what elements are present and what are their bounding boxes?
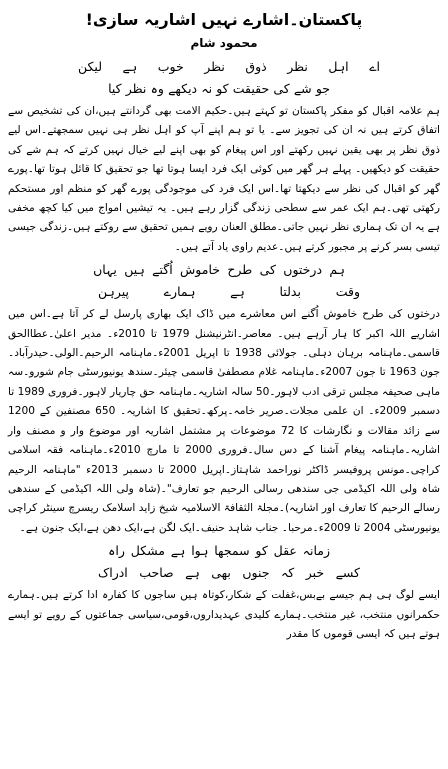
author-name: محمود شام xyxy=(190,36,258,50)
verse-word: سمجھا xyxy=(214,543,250,559)
verse-word: ہوا xyxy=(191,543,209,559)
verse-word: اُگتے xyxy=(152,262,173,278)
verse-word: بھی xyxy=(211,565,231,581)
verse-word: دیکھے xyxy=(168,81,198,96)
paragraph-3: ایسے لوگ ہی ہم جیسے بےبس،غفلت کے شکار،کوتاہ ہیں ساجوں کا کفارہ ادا کرتے ہیں۔ہمارے حکمرانوں منتخب، غیر منتخب۔ہمارے کلیدی عہدیداروں،قومی،سیاسی جماعتوں کے رویے تو ایسے ہوتے ہیں کہ ایسی قوموں کا مقدر xyxy=(8,589,440,640)
verse-word: ہیں xyxy=(124,262,145,278)
verse-3-line-1 xyxy=(8,540,440,562)
verse-word: حقیقت xyxy=(232,81,270,96)
verse-word: کی xyxy=(273,81,290,96)
verse-word: خبر xyxy=(305,565,325,581)
article-title: پاکستان۔اشارے نہیں اشاریہ سازی! xyxy=(85,10,363,29)
verse-word: شے xyxy=(293,81,312,96)
verse-word: نظر xyxy=(125,81,147,96)
verse-word: کیا xyxy=(108,81,122,96)
paragraph-1: ہم علامہ اقبال کو مفکر پاکستان تو کہتے ہیں۔حکیم الامت بھی گردانتے ہیں،ان کی تشخیص سے اتفاق کرتے ہیں نہ ان کی تجویز سے۔ یا تو ہم اپنے آپ کو اہل نظر ہی نہیں سمجھتے۔اس لیے ذوق نظر پر بھی یقین نہیں رکھتے اور اس پیغام کو بھی اپنے لیے خیال نہیں کرتے کہ ہم شے کی حقیقت کو دیکھیں۔ پہلے ہر گھر میں کوئی ایک فرد ایسا ہوتا تھا جو تحقیق کا قائل ہوتا تھا۔پورے گھر کو اقبال کی نظر سے دیکھتا تھا۔اس ایک فرد کی موجودگی پورے گھر کو منظم اور مستحکم رکھتی تھی۔ہم ایک عمر سے سطحی زندگی گزار رہے ہیں۔ یہ تیشیں امواج میں کیا کچھ مخفی ہے یہ ان تک ہماری نظر نہیں جاتی۔مطلق العنان رویے ہمیں تحقیق سے روکتے ہیں۔زندگی جیسی تیسی بسر کرنے پر مجبور کرتے ہیں۔عدیم راوی یاد آتے ہیں۔ xyxy=(8,105,440,253)
verse-word: کی xyxy=(259,262,276,278)
verse-word: کہ xyxy=(280,565,295,581)
verse-word: نظر xyxy=(204,59,225,74)
verse-3-line-2 xyxy=(8,562,440,584)
verse-word: مشکل xyxy=(130,543,165,559)
verse-2-line-2 xyxy=(8,281,440,303)
verse-2-line-1 xyxy=(8,259,440,281)
verse-word: درختوں xyxy=(283,262,323,278)
verse-word: کو xyxy=(255,543,268,559)
verse-word: ہے xyxy=(230,284,245,300)
verse-word: خوب xyxy=(157,59,184,74)
verse-word: ادراک xyxy=(98,565,128,581)
verse-word: عقل xyxy=(273,543,297,559)
verse-word: وہ xyxy=(150,81,164,96)
verse-word: راہ xyxy=(108,543,125,559)
verse-word: صاحب xyxy=(139,565,174,581)
verse-word: بدلتا xyxy=(279,284,301,300)
verse-word: ہمارے xyxy=(163,284,196,300)
verse-word: نہ xyxy=(201,81,213,96)
verse-word: اے xyxy=(369,59,380,74)
verse-word: پیرہن xyxy=(98,284,129,300)
verse-word: جنوں xyxy=(242,565,270,581)
verse-word: ذوق xyxy=(245,59,267,74)
verse-word: اہل xyxy=(328,59,349,74)
verse-word: خاموش xyxy=(180,262,220,278)
verse-word: لیکن xyxy=(78,59,102,74)
verse-1-line-1 xyxy=(8,56,440,78)
verse-word: زمانہ xyxy=(302,543,330,559)
verse-word: جو xyxy=(315,81,330,96)
verse-word: کو xyxy=(216,81,229,96)
verse-word: ہے xyxy=(185,565,200,581)
verse-word: کسے xyxy=(335,565,360,581)
verse-1-line-2 xyxy=(8,78,440,100)
verse-word: طرح xyxy=(227,262,253,278)
verse-word: نظر xyxy=(287,59,308,74)
verse-word: یہاں xyxy=(93,262,117,278)
verse-word: ہے xyxy=(170,543,186,559)
verse-word: ہم xyxy=(329,262,345,278)
verse-word: وقت xyxy=(335,284,360,300)
paragraph-2: درختوں کی طرح خاموش اُگنے اس معاشرے میں ڈاک ایک بھاری پارسل لے کر آتا ہے۔اس میں اشاریے اللہ اکبر کا ہار آرہے ہیں۔ معاصر۔انٹرنیشنل 1979 تا 2010ء۔ مدیر اعلیٰ۔عطاالحق قاسمی۔ماہنامہ برہان دہلی۔ جولائی 1938 تا اپریل 2001ء۔ماہنامہ الرحیم۔الولی۔حیدرآباد۔جون 1963 تا جون 2007ء۔ماہنامہ غلام مصطفیٰ قاسمی چیئر۔سندھ یونیورسٹی جام شورو۔سہ ماہی صحیفہ مجلس ترقی ادب لاہور۔50 سالہ اشاریہ۔ماہنامہ حق چاریار لاہور۔فروری 1989 تا دسمبر 2009ء۔ ان علمی مجلات۔صریر خامہ۔پرکھ۔تحقیق کا اشاریہ۔ 650 مصنفین کے 1200 سے زائد مقالات و نگارشات کا 72 موضوعات پر مشتمل اشاریہ اور موضوع وار و مصنف وار اشاریہ۔ماہنامہ پیغام آشنا کے دس سال۔فروری 2000 تا مارچ 2010ء۔ماہنامہ فقہ اسلامی کراچی۔مونس پروفیسر ڈاکٹر نوراحمد شاہتاز۔اپریل 2000 تا دسمبر 2013ء "ماہنامہ الرحیم شاہ ولی اللہ اکیڈمی جی سندھی رسالی الرحیم جو تعارف"۔(شاہ ولی اللہ اکیڈمی کے سندھی رسالے الرحیم کا تعارف اور اشاریہ)۔مجلۃ الثقافۃ الاسلامیہ شیخ زاید اسلامک ریسرچ سینٹر کراچی یونیورسٹی 2004 تا 2009ء۔مرحبا۔ جناب شاہد حنیف۔ایک لگن ہے،ایک دھن ہے،ایک جنون ہے۔ xyxy=(8,308,441,534)
verse-word: ہے xyxy=(122,59,138,74)
